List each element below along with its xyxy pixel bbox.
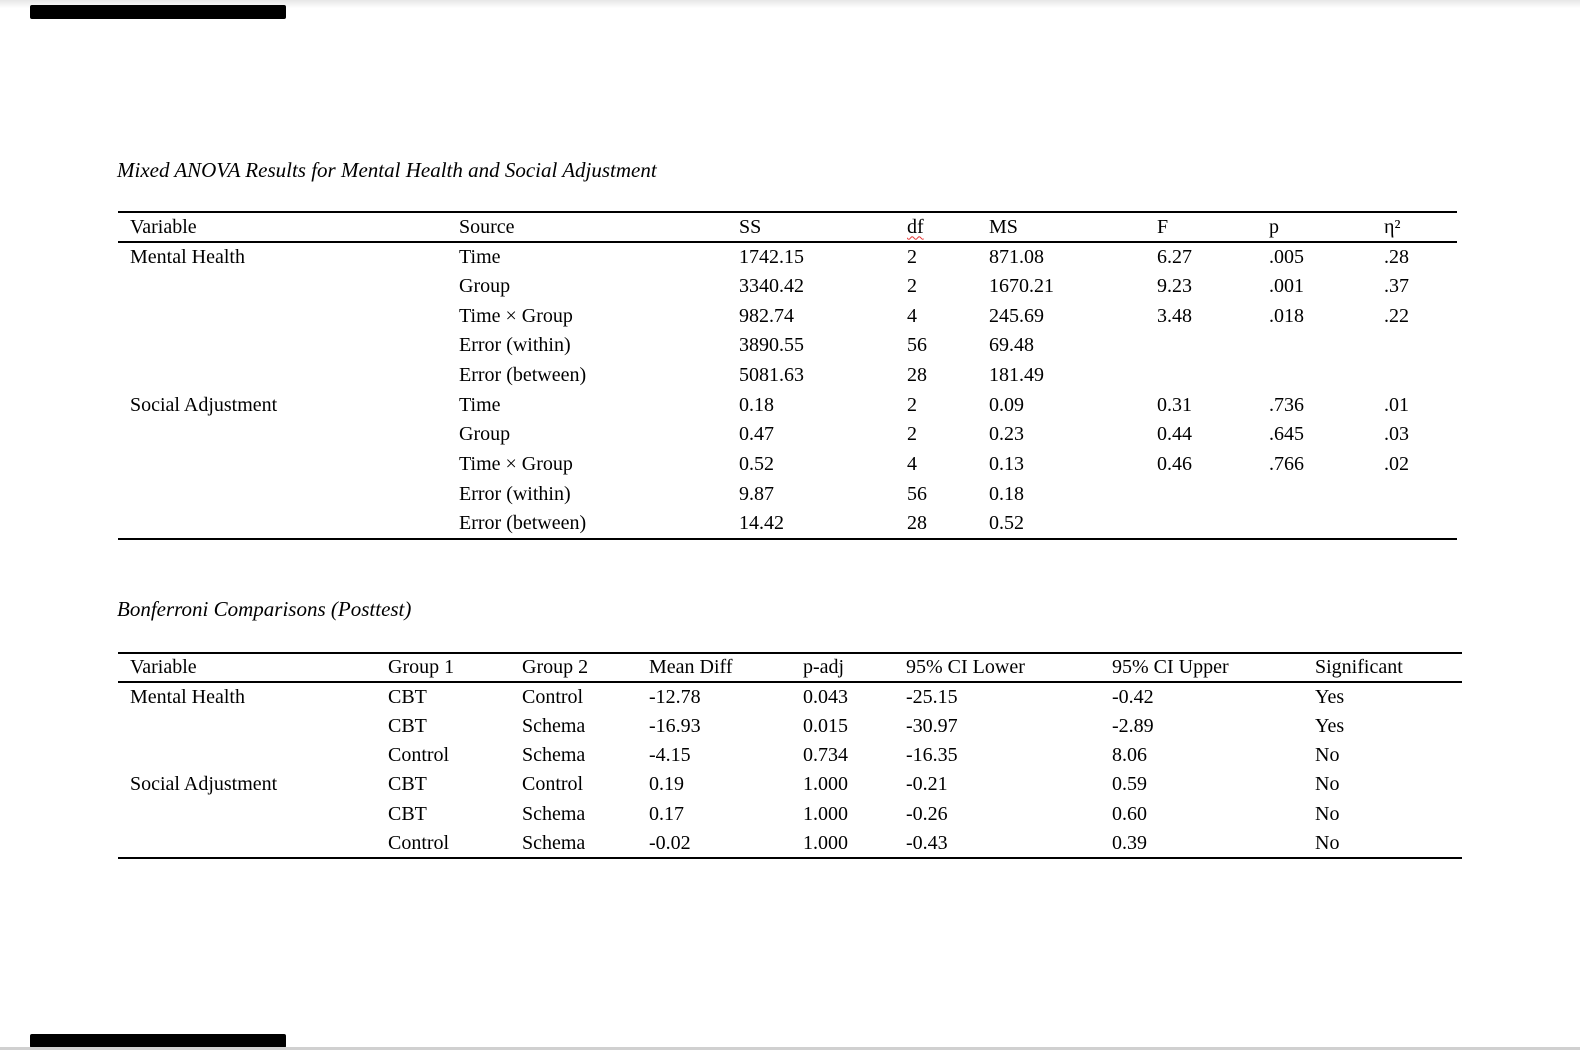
cell-p: .018 xyxy=(1269,304,1304,327)
cell-mean-diff: 0.17 xyxy=(649,802,684,825)
cell-ss: 0.47 xyxy=(739,423,774,446)
cell-ms: 871.08 xyxy=(989,245,1044,268)
cell-significant: No xyxy=(1315,802,1340,825)
cell-ms: 245.69 xyxy=(989,304,1044,327)
cell-df: 2 xyxy=(907,245,917,268)
table-row xyxy=(118,480,1457,510)
cell-variable xyxy=(118,829,376,858)
cell-group-2: Control xyxy=(522,773,584,796)
cell-ss: 9.87 xyxy=(739,482,774,505)
cell-ms: 0.23 xyxy=(989,423,1024,446)
bonferroni-table-title: Bonferroni Comparisons (Posttest) xyxy=(117,597,412,621)
cell-f: 6.27 xyxy=(1157,245,1192,268)
table-row xyxy=(118,272,1457,302)
cell-group-2: Schema xyxy=(522,831,586,854)
cell-source: Group xyxy=(459,423,511,446)
cell-group-1: CBT xyxy=(388,685,427,708)
cell-source: Error (within) xyxy=(459,482,571,505)
cell-blank xyxy=(1372,331,1457,361)
cell-f: 9.23 xyxy=(1157,275,1192,298)
cell-ms: 0.13 xyxy=(989,453,1024,476)
cell-source: Group xyxy=(459,275,511,298)
cell-f: 0.31 xyxy=(1157,393,1192,416)
column-header-blank: η² xyxy=(1372,212,1457,242)
cell-f xyxy=(1145,509,1257,539)
cell-95-ci-lower: -16.35 xyxy=(906,743,958,766)
cell-p: .645 xyxy=(1269,423,1304,446)
cell-95-ci-upper: -2.89 xyxy=(1112,714,1154,737)
column-header-95-ci-upper: 95% CI Upper xyxy=(1100,653,1303,682)
cell-source: Time × Group xyxy=(459,453,573,476)
cell-95-ci-lower: -0.43 xyxy=(906,831,948,854)
cell-p xyxy=(1257,361,1372,391)
cell-blank xyxy=(1372,509,1457,539)
cell-variable xyxy=(118,331,447,361)
table-row xyxy=(118,509,1457,539)
cell-df: 56 xyxy=(907,334,927,357)
cell-f: 0.46 xyxy=(1157,453,1192,476)
bonferroni-header-row xyxy=(118,653,1462,682)
cell-variable: Social Adjustment xyxy=(130,393,278,416)
cell-ms: 181.49 xyxy=(989,364,1044,387)
cell-blank xyxy=(1372,361,1457,391)
cell-ss: 3340.42 xyxy=(739,275,804,298)
cell-ss: 0.18 xyxy=(739,393,774,416)
cell-p: .005 xyxy=(1269,245,1304,268)
cell-df: 2 xyxy=(907,393,917,416)
column-header-df: df xyxy=(895,212,977,242)
column-header-significant: Significant xyxy=(1303,653,1462,682)
cell-f: 0.44 xyxy=(1157,423,1192,446)
column-header-group-2: Group 2 xyxy=(510,653,637,682)
cell-95-ci-upper: -0.42 xyxy=(1112,685,1154,708)
table-row xyxy=(118,242,1457,272)
column-header-ss: SS xyxy=(727,212,895,242)
cell-variable: Mental Health xyxy=(130,685,245,708)
bonferroni-table xyxy=(118,652,1462,859)
column-header-p: p xyxy=(1257,212,1372,242)
cell-df: 2 xyxy=(907,423,917,446)
cell-p-adj: 1.000 xyxy=(803,802,848,825)
column-header-95-ci-lower: 95% CI Lower xyxy=(894,653,1100,682)
cell-source: Error (between) xyxy=(459,364,587,387)
table-row xyxy=(118,741,1462,770)
cell-group-2: Schema xyxy=(522,714,586,737)
cell-p-adj: 0.043 xyxy=(803,685,848,708)
cell-variable xyxy=(118,480,447,510)
cell-ss: 5081.63 xyxy=(739,364,804,387)
cell-mean-diff: -16.93 xyxy=(649,714,701,737)
cell-ms: 1670.21 xyxy=(989,275,1054,298)
table-row xyxy=(118,711,1462,740)
cell-df: 28 xyxy=(907,364,927,387)
cell-group-1: CBT xyxy=(388,714,427,737)
cell-group-1: CBT xyxy=(388,802,427,825)
cell-variable xyxy=(118,420,447,450)
cell-ss: 3890.55 xyxy=(739,334,804,357)
cell-95-ci-upper: 0.60 xyxy=(1112,802,1147,825)
table-row xyxy=(118,800,1462,829)
cell-ms: 69.48 xyxy=(989,334,1034,357)
cell-group-1: Control xyxy=(388,743,450,766)
cell-mean-diff: -0.02 xyxy=(649,831,691,854)
cell-group-2: Control xyxy=(522,685,584,708)
cell-p-adj: 0.734 xyxy=(803,743,848,766)
cell-ms: 0.09 xyxy=(989,393,1024,416)
cell-variable xyxy=(118,361,447,391)
cell-source: Time xyxy=(459,393,501,416)
cell-blank xyxy=(1372,480,1457,510)
table-row xyxy=(118,331,1457,361)
cell-df: 28 xyxy=(907,512,927,535)
cell-95-ci-upper: 8.06 xyxy=(1112,743,1147,766)
cell-95-ci-lower: -30.97 xyxy=(906,714,958,737)
cell-variable xyxy=(118,711,376,740)
cell-variable xyxy=(118,301,447,331)
column-header-variable: Variable xyxy=(118,212,447,242)
cell-p: .766 xyxy=(1269,453,1304,476)
column-header-f: F xyxy=(1145,212,1257,242)
cell-variable xyxy=(118,272,447,302)
cell-95-ci-upper: 0.59 xyxy=(1112,773,1147,796)
column-header-p-adj: p-adj xyxy=(791,653,894,682)
cell-f xyxy=(1145,361,1257,391)
cell-f xyxy=(1145,331,1257,361)
cell-significant: Yes xyxy=(1315,685,1345,708)
cell-significant: No xyxy=(1315,743,1340,766)
cell-ss: 1742.15 xyxy=(739,245,804,268)
column-header-group-1: Group 1 xyxy=(376,653,510,682)
cell-95-ci-lower: -0.21 xyxy=(906,773,948,796)
cell-significant: Yes xyxy=(1315,714,1345,737)
cell-df: 2 xyxy=(907,275,917,298)
redaction-bar-top xyxy=(30,5,286,19)
table-row xyxy=(118,420,1457,450)
cell-p-adj: 1.000 xyxy=(803,831,848,854)
cell-df: 4 xyxy=(907,304,917,327)
cell-source: Error (between) xyxy=(459,512,587,535)
cell-f xyxy=(1145,480,1257,510)
anova-table xyxy=(118,211,1457,540)
cell-blank: .02 xyxy=(1384,453,1409,476)
cell-source: Time xyxy=(459,245,501,268)
column-header-mean-diff: Mean Diff xyxy=(637,653,791,682)
table-row xyxy=(118,829,1462,858)
cell-blank: .03 xyxy=(1384,423,1409,446)
cell-variable xyxy=(118,509,447,539)
cell-95-ci-upper: 0.39 xyxy=(1112,831,1147,854)
cell-p-adj: 1.000 xyxy=(803,773,848,796)
cell-variable xyxy=(118,741,376,770)
cell-group-2: Schema xyxy=(522,743,586,766)
cell-variable xyxy=(118,800,376,829)
cell-mean-diff: -4.15 xyxy=(649,743,691,766)
column-header-variable: Variable xyxy=(118,653,376,682)
cell-variable xyxy=(118,450,447,480)
cell-mean-diff: -12.78 xyxy=(649,685,701,708)
cell-ms: 0.52 xyxy=(989,512,1024,535)
cell-p: .001 xyxy=(1269,275,1304,298)
cell-p xyxy=(1257,509,1372,539)
cell-95-ci-lower: -0.26 xyxy=(906,802,948,825)
cell-significant: No xyxy=(1315,773,1340,796)
cell-ss: 0.52 xyxy=(739,453,774,476)
cell-blank: .22 xyxy=(1384,304,1409,327)
cell-ms: 0.18 xyxy=(989,482,1024,505)
cell-f: 3.48 xyxy=(1157,304,1192,327)
table-row xyxy=(118,361,1457,391)
redaction-bar-bottom xyxy=(30,1034,286,1048)
cell-group-1: CBT xyxy=(388,773,427,796)
cell-p xyxy=(1257,331,1372,361)
cell-blank: .01 xyxy=(1384,393,1409,416)
cell-variable: Social Adjustment xyxy=(130,773,278,796)
window-bottom-edge xyxy=(0,1047,1580,1050)
cell-blank: .37 xyxy=(1384,275,1409,298)
table-row xyxy=(118,390,1457,420)
table-row xyxy=(118,682,1462,711)
cell-p xyxy=(1257,480,1372,510)
cell-mean-diff: 0.19 xyxy=(649,773,684,796)
cell-blank: .28 xyxy=(1384,245,1409,268)
cell-group-1: Control xyxy=(388,831,450,854)
cell-variable: Mental Health xyxy=(130,245,245,268)
column-header-source: Source xyxy=(447,212,727,242)
cell-p: .736 xyxy=(1269,393,1304,416)
table-row xyxy=(118,450,1457,480)
table-row xyxy=(118,301,1457,331)
cell-ss: 982.74 xyxy=(739,304,794,327)
cell-ss: 14.42 xyxy=(739,512,784,535)
cell-95-ci-lower: -25.15 xyxy=(906,685,958,708)
cell-df: 56 xyxy=(907,482,927,505)
column-header-ms: MS xyxy=(977,212,1145,242)
cell-group-2: Schema xyxy=(522,802,586,825)
cell-df: 4 xyxy=(907,453,917,476)
anova-header-row xyxy=(118,212,1457,242)
cell-source: Time × Group xyxy=(459,304,573,327)
cell-source: Error (within) xyxy=(459,334,571,357)
anova-table-title: Mixed ANOVA Results for Mental Health and Social Adjustment xyxy=(117,158,657,182)
cell-p-adj: 0.015 xyxy=(803,714,848,737)
table-row xyxy=(118,770,1462,799)
cell-significant: No xyxy=(1315,831,1340,854)
